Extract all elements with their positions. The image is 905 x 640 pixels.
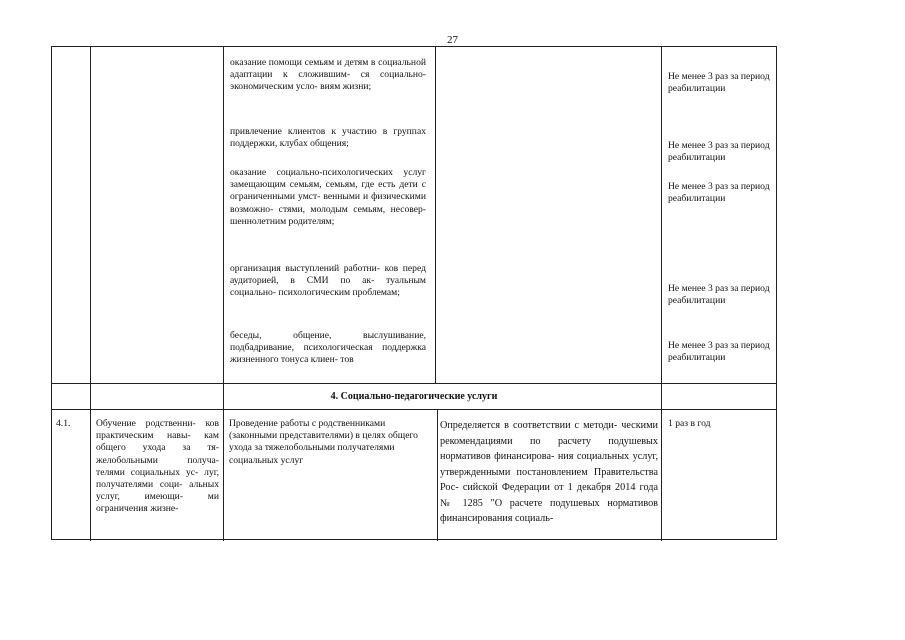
column-divider — [223, 47, 224, 541]
row-divider — [52, 383, 776, 384]
row-divider — [52, 409, 776, 410]
column-divider — [661, 47, 662, 541]
service-item: беседы, общение, выслушивание, подбадривание, психологическая поддержка жизненного тонуса клиен- тов — [230, 330, 426, 366]
section-heading: 4. Социально-педагогические услуги — [330, 391, 498, 402]
frequency-text: Не менее 3 раз за период реабилитации — [668, 140, 770, 164]
services-table — [51, 46, 777, 540]
service-frequency: 1 раз в год — [668, 418, 711, 429]
service-item: организация выступлений работни- ков перед аудиторией, в СМИ по ак- туальным социально- психологическим проблемам; — [230, 263, 426, 299]
column-divider — [435, 47, 436, 383]
service-item: оказание социально-психологических услуг замещающим семьям, семьям, где есть дети с ограниченными умст- венными и физическими возможно- стями, молодым семьям, несовер- шеннолетним родителям; — [230, 167, 426, 227]
service-description: Проведение работы с родственниками (законными представителями) в целях общего ухода за тяжелобольными получателями социальных услуг — [229, 418, 418, 466]
service-item: привлечение клиентов к участию в группах поддержки, клубах общения; — [230, 126, 426, 150]
column-divider — [437, 409, 438, 541]
service-name: Обучение родственни- ков практическим навы- кам общего ухода за тя- желобольными получа- телями социальных ус- луг, получателями соци- альных услуг, имеющи- ми ограничения жизне- — [96, 418, 219, 515]
page-number: 27 — [447, 34, 458, 46]
frequency-text: Не менее 3 раз за период реабилитации — [668, 181, 770, 205]
service-item: оказание помощи семьям и детям в социальной адаптации к сложившим- ся социально-экономическим усло- виям жизни; — [230, 57, 426, 93]
frequency-text: Не менее 3 раз за период реабилитации — [668, 340, 770, 364]
frequency-text: Не менее 3 раз за период реабилитации — [668, 283, 770, 307]
column-divider — [90, 47, 91, 541]
service-standard: Определяется в соответствии с методи- ческими рекомендациями по расчету подушевых нормативов финансирова- ния социальных услуг, утвержденными постановлением Правительства Рос- сийской Федерации от 1 декабря 2014 года № 1285 "О расчете подушевых нормативов финансирования социаль- — [440, 420, 658, 524]
frequency-text: Не менее 3 раз за период реабилитации — [668, 71, 770, 95]
row-number: 4.1. — [56, 418, 71, 429]
